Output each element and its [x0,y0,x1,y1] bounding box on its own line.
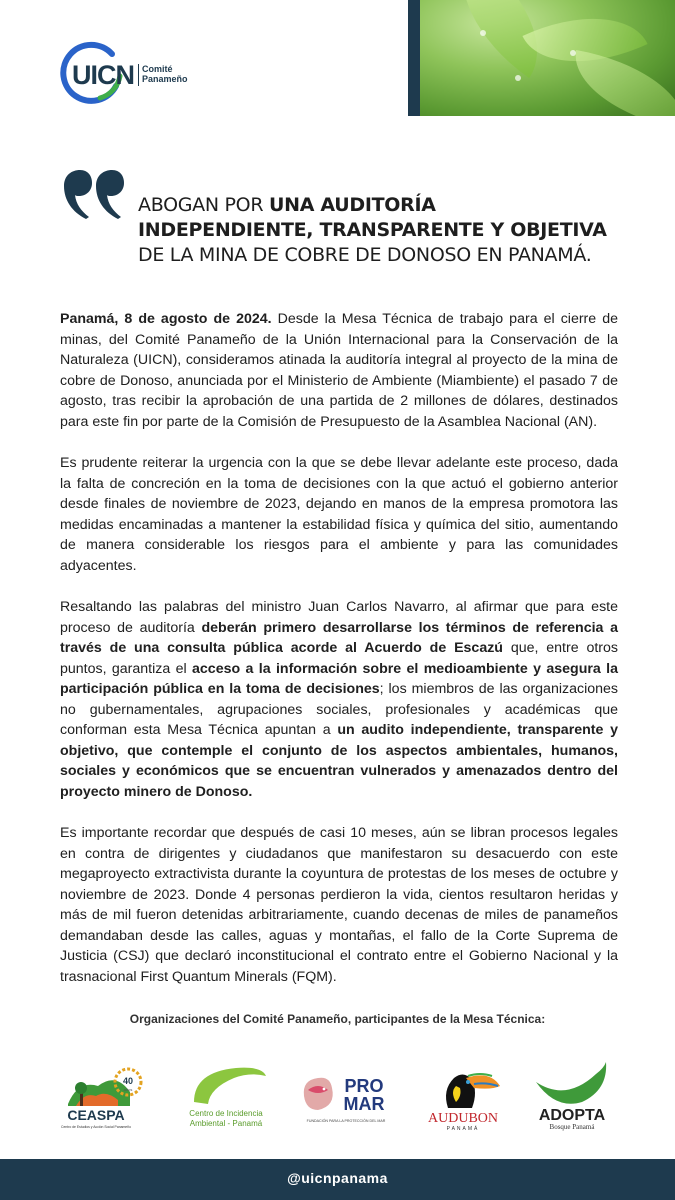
audubon-logo [420,1062,506,1140]
audubon-sub: PANAMÁ [446,1126,480,1132]
quote-mark-icon [60,168,126,220]
adopta-leaf-icon [526,1062,618,1140]
logo-divider [138,64,139,86]
water-drop [515,75,521,81]
ceaspa-name: CEASPA [67,1107,125,1123]
paragraph-2: Es prudente reiterar la urgencia con la que se debe llevar adelante este proceso, dada la falta de concreción en la toma de decisiones con la que actuó el gobierno anterior desde finales de noviembre de 2023, dejando en manos de la empresa promotora las medidas encaminadas a mantener la estabilidad física y química del sitio, aumentando de manera considerable los riesgos para el ambiente y para las comunidades adyacentes. [60,455,618,574]
water-drop [570,50,576,56]
headline [138,193,608,268]
ceaspa-tagline: Centro de Estudios y Acción Social Panameño [61,1125,131,1129]
promar-emblem-icon [296,1062,396,1140]
ceaspa-emblem-icon [58,1062,148,1140]
leaf-photo [420,0,675,116]
promar-line2: MAR [343,1094,385,1114]
headline-part1: ABOGAN POR [138,194,269,216]
promar-tagline: FUNDACIÓN PARA LA PROTECCIÓN DEL MAR [306,1119,386,1123]
ciam-line1: Centro de Incidencia [189,1109,263,1118]
p3-d: acceso a la información sobre el medioambiente y asegura la participación pública en la toma de decisiones [60,660,618,697]
ciam-line2: Ambiental - Panamá [189,1119,263,1128]
logo-sub-line1: Comité [142,64,173,74]
adopta-name: ADOPTA [538,1107,606,1124]
paragraph-1 [60,309,618,432]
p3-a: Resaltando las palabras del ministro Juan Carlos Navarro, al afirmar que para este proceso de auditoría [60,599,618,636]
paragraph-3 [60,597,618,802]
headline-bold: UNA AUDITORÍA INDEPENDIENTE, TRANSPARENTE Y OBJETIVA [138,194,607,241]
p3-b: deberán primero desarrollarse los términos de referencia a través de una consulta pública acorde al Acuerdo de Escazú [60,619,618,656]
promar-logo [296,1062,396,1140]
water-drop [480,30,486,36]
header-banner [0,0,675,116]
adopta-sub: Bosque Panamá [549,1123,595,1131]
logo-sub-line2: Panameño [142,74,188,84]
logo-subtitle [142,64,188,84]
press-release-body [60,309,618,1008]
p3-c: que, entre otros puntos, garantiza el [60,640,618,677]
orgs-title: Organizaciones del Comité Panameño, participantes de la Mesa Técnica: [129,1012,546,1026]
logo-uicn-text: UICN [72,60,134,90]
paragraph-1-text: Desde la Mesa Técnica de trabajo para el cierre de minas, del Comité Panameño de la Unión Internacional para la Conservación de la Naturaleza (UICN), consideramos atinada la auditoría integral al proyecto de la mina de cobre de Donoso, anunciada por el Ministerio de Ambiente (Miambiente) el pasado 7 de agosto, tras recibir la aprobación de una partida de 2 millones de dólares, destinados para este fin por parte de la Comisión de Presupuesto de la Asamblea Nacional (AN). [60,311,618,430]
promar-line1: PRO [344,1076,384,1096]
ciam-emblem-icon [180,1062,272,1140]
paragraph-4: Es importante recordar que después de casi 10 meses, aún se libran procesos legales en contra de dirigentes y ciudadanos que manifestaron su desacuerdo con este megaproyecto extractivista durante la coyuntura de protestas de los meses de octubre y noviembre de 2023. Donde 4 personas perdieron la vida, cientos resultaron heridas y más de mil fueron detenidas arbitrariamente, cuando decenas de miles de panameños demandaban desde las calles, aguas y montañas, el fallo de la Corte Suprema de Justicia (CSJ) que declaró inconstitucional el contrato entre el Gobierno Nacional y la trasnacional First Quantum Minerals (FQM). [60,825,618,985]
p3-e: ; los miembros de las organizaciones no gubernamentales, agrupaciones sociales, profesionales y académicas que conforman esta Mesa Técnica apuntan a [60,681,618,738]
ciam-logo [180,1062,272,1140]
leaf-shape [566,50,675,116]
headline-part3: DE LA MINA DE COBRE DE DONOSO EN PANAMÁ. [138,244,592,266]
audubon-name: AUDUBON [428,1111,498,1126]
uicn-logo [60,40,200,106]
ceaspa-badge: 40 [122,1076,134,1086]
dateline: Panamá, 8 de agosto de 2024. [60,311,272,327]
ceaspa-badge-sub: años [123,1087,133,1092]
social-handle[interactable]: @uicnpanama [287,1170,388,1186]
org-logos-row [58,1062,618,1140]
p3-f: un audito independiente, transparente y objetivo, que contemple el conjunto de los aspectos ambientales, humanos, sociales y económicos que se encuentran vulnerados y amenazados dentro del proyecto minero de Donoso. [60,722,618,800]
adopta-logo [526,1062,618,1140]
ceaspa-logo [58,1062,148,1140]
footer-bar [0,1159,675,1200]
audubon-toucan-icon [420,1062,506,1140]
ciam-name: ciam [227,1075,257,1091]
